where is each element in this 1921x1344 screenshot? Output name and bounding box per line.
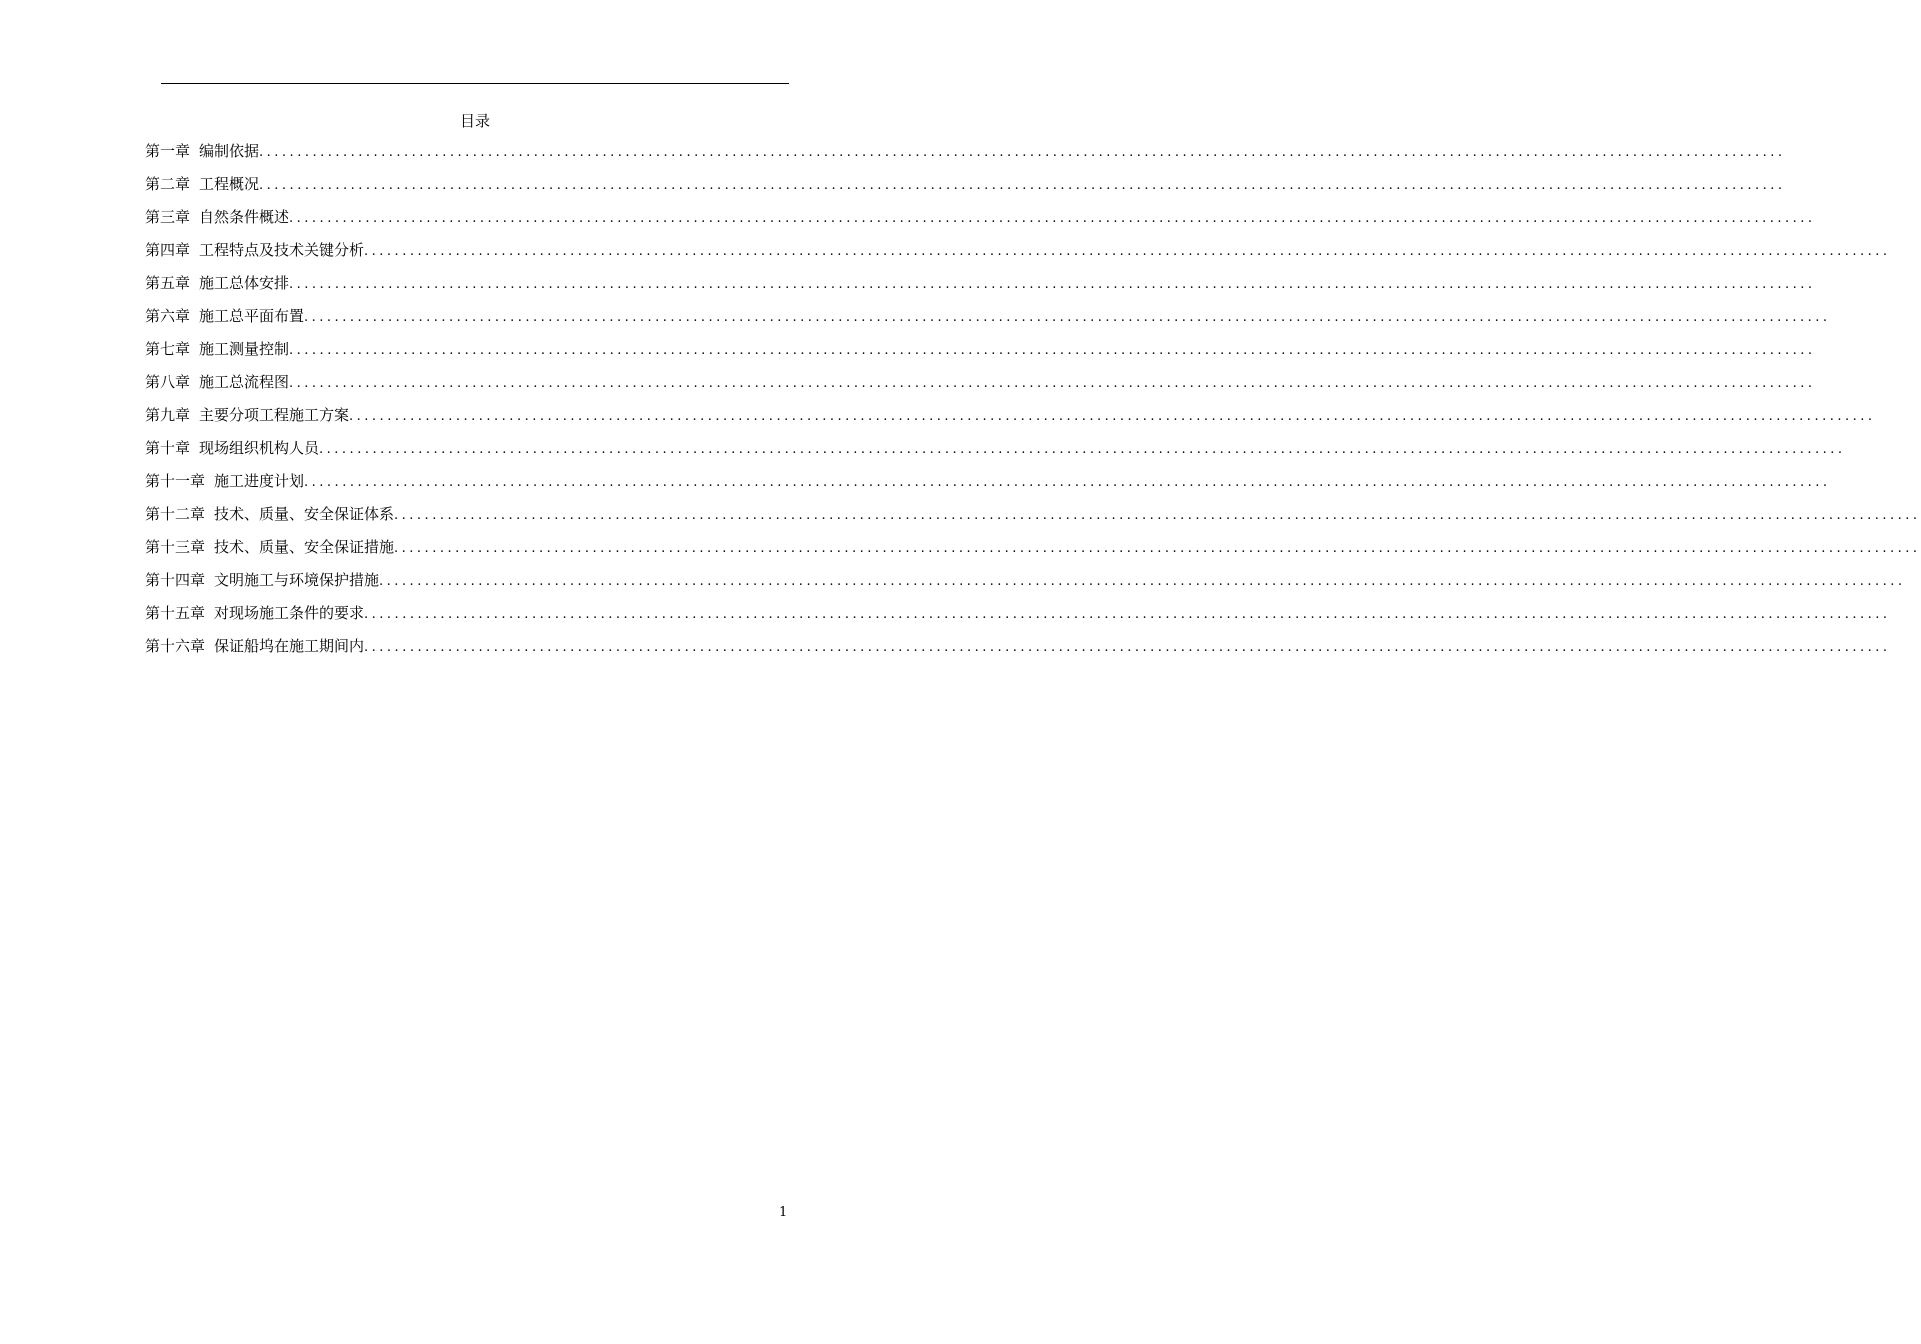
toc-chapter-number: 第七章 xyxy=(145,340,191,358)
toc-chapter-title: 施工总平面布置 xyxy=(199,307,305,325)
toc-entry[interactable] xyxy=(145,497,1921,530)
toc-chapter-number: 第一章 xyxy=(145,142,191,160)
header-rule xyxy=(161,83,789,84)
toc-entry[interactable] xyxy=(145,629,1891,662)
toc-chapter-title: 现场组织机构人员 xyxy=(199,439,320,457)
toc-entry[interactable] xyxy=(145,431,1846,464)
toc-chapter-number: 第十四章 xyxy=(145,571,206,589)
toc-chapter-number: 第四章 xyxy=(145,241,191,259)
toc-entry[interactable] xyxy=(145,596,1891,629)
toc-chapter-number: 第十五章 xyxy=(145,604,206,622)
toc-chapter-title: 自然条件概述 xyxy=(199,208,290,226)
toc-dot-leader: ........................................................................................................................................................................................................ xyxy=(319,442,1846,457)
toc-chapter-title: 文明施工与环境保护措施 xyxy=(214,571,380,589)
toc-entry[interactable] xyxy=(145,200,1816,233)
toc-chapter-number: 第二章 xyxy=(145,175,191,193)
toc-dot-leader: ........................................................................................................................................................................................................ xyxy=(304,475,1831,490)
toc-entry[interactable] xyxy=(145,299,1831,332)
toc-entry[interactable] xyxy=(145,365,1816,398)
toc-dot-leader: ........................................................................................................................................................................................................ xyxy=(379,574,1906,589)
toc-dot-leader: ........................................................................................................................................................................................................ xyxy=(289,343,1816,358)
toc-chapter-number: 第十六章 xyxy=(145,637,206,655)
toc-chapter-number: 第六章 xyxy=(145,307,191,325)
toc-dot-leader: ........................................................................................................................................................................................................ xyxy=(364,640,1891,655)
page-number: 1 xyxy=(779,1205,788,1220)
toc-dot-leader: ........................................................................................................................................................................................................ xyxy=(364,607,1891,622)
toc-chapter-number: 第九章 xyxy=(145,406,191,424)
toc-dot-leader: ........................................................................................................................................................................................................ xyxy=(394,508,1921,523)
toc-entry[interactable] xyxy=(145,266,1816,299)
toc-chapter-title: 技术、质量、安全保证措施 xyxy=(214,538,395,556)
toc-chapter-title: 施工总流程图 xyxy=(199,373,290,391)
toc-chapter-title: 对现场施工条件的要求 xyxy=(214,604,365,622)
toc-chapter-title: 工程特点及技术关键分析 xyxy=(199,241,365,259)
toc-dot-leader: ........................................................................................................................................................................................................ xyxy=(259,178,1786,193)
toc-entry[interactable] xyxy=(145,233,1891,266)
toc-chapter-number: 第五章 xyxy=(145,274,191,292)
toc-chapter-title: 施工总体安排 xyxy=(199,274,290,292)
toc-entry[interactable] xyxy=(145,167,1786,200)
toc-chapter-title: 工程概况 xyxy=(199,175,260,193)
toc-chapter-title: 施工测量控制 xyxy=(199,340,290,358)
toc-chapter-number: 第十三章 xyxy=(145,538,206,556)
toc-entry[interactable] xyxy=(145,332,1816,365)
toc-chapter-number: 第三章 xyxy=(145,208,191,226)
toc-chapter-number: 第十二章 xyxy=(145,505,206,523)
toc-chapter-number: 第十一章 xyxy=(145,472,206,490)
toc-chapter-title: 施工进度计划 xyxy=(214,472,305,490)
toc-dot-leader: ........................................................................................................................................................................................................ xyxy=(289,211,1816,226)
table-of-contents xyxy=(145,134,1921,662)
toc-entry[interactable] xyxy=(145,134,1786,167)
toc-entry[interactable] xyxy=(145,530,1921,563)
toc-chapter-title: 主要分项工程施工方案 xyxy=(199,406,350,424)
toc-chapter-number: 第十章 xyxy=(145,439,191,457)
toc-dot-leader: ........................................................................................................................................................................................................ xyxy=(349,409,1876,424)
toc-chapter-number: 第八章 xyxy=(145,373,191,391)
toc-entry[interactable] xyxy=(145,464,1831,497)
toc-dot-leader: ........................................................................................................................................................................................................ xyxy=(259,145,1786,160)
toc-dot-leader: ........................................................................................................................................................................................................ xyxy=(289,277,1816,292)
toc-title: 目录 xyxy=(459,112,490,130)
toc-chapter-title: 编制依据 xyxy=(199,142,260,160)
toc-chapter-title: 保证船坞在施工期间内 xyxy=(214,637,365,655)
toc-dot-leader: ........................................................................................................................................................................................................ xyxy=(364,244,1891,259)
toc-dot-leader: ........................................................................................................................................................................................................ xyxy=(394,541,1921,556)
toc-entry[interactable] xyxy=(145,398,1876,431)
toc-dot-leader: ........................................................................................................................................................................................................ xyxy=(289,376,1816,391)
toc-chapter-title: 技术、质量、安全保证体系 xyxy=(214,505,395,523)
toc-dot-leader: ........................................................................................................................................................................................................ xyxy=(304,310,1831,325)
toc-entry[interactable] xyxy=(145,563,1906,596)
